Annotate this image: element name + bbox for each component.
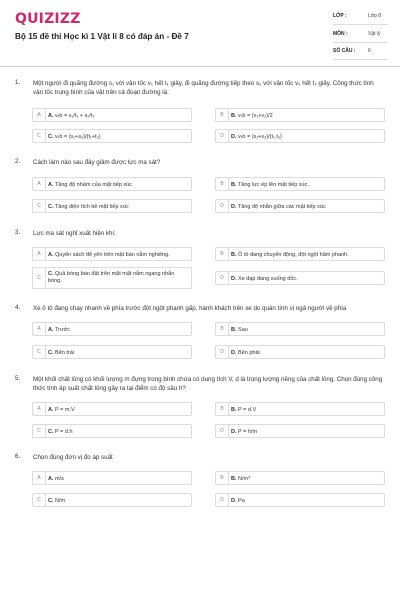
option-a[interactable] <box>32 402 192 416</box>
option-letter: C <box>33 494 46 506</box>
option-c[interactable] <box>32 267 192 289</box>
option-text: N/m <box>55 497 66 504</box>
page-title: Bộ 15 đề thi Học kì 1 Vật lí 8 có đáp án - Đề 7 <box>15 32 189 41</box>
question-text: Xe ô tô đang chạy nhanh về phía trước đột ngột phanh gấp, hành khách trên xe do quán tính vị ngả người về phía <box>33 305 347 312</box>
option-prefix: C. <box>48 133 54 140</box>
info-label: LỚP : <box>333 13 347 19</box>
question-number: 1. <box>15 79 21 86</box>
info-label: SỐ CÂU : <box>333 48 356 54</box>
option-prefix: A. <box>48 406 54 413</box>
option-a[interactable] <box>32 322 192 336</box>
option-letter: A <box>33 109 46 121</box>
option-prefix: C. <box>48 497 54 504</box>
option-prefix: D. <box>231 133 237 140</box>
question-text: Chọn đúng đơn vị đo áp suất <box>33 454 113 461</box>
option-letter: C <box>33 130 46 142</box>
question-number: 4. <box>15 304 21 311</box>
option-letter: D <box>216 272 229 284</box>
option-text: Quả bóng bàn đặt trên mặt mặt nằm ngang nhẵn bóng. <box>48 271 175 284</box>
info-value: Vật lý <box>368 30 381 37</box>
option-letter: D <box>216 130 229 142</box>
option-a[interactable] <box>32 177 192 191</box>
option-c[interactable] <box>32 345 192 359</box>
option-text: Tăng diện tích bề mặt tiếp xúc <box>54 203 129 210</box>
option-prefix: A. <box>48 251 54 258</box>
info-row-class <box>333 10 388 25</box>
option-text: vₜb = (s₁+s₂)/(t₁.t₂) <box>238 133 282 140</box>
option-b[interactable] <box>215 402 385 416</box>
question-text: Một người đi quãng đường s₁ với vận tốc v₁ hết t₁ giây, đi quãng đường tiếp theo s₂ với vận tốc v₂ hết t₂ giây. Công thức tính vận tốc trung bình của vật trên cả đoạn đường là: <box>33 80 374 96</box>
option-letter: B <box>216 323 229 335</box>
option-prefix: C. <box>48 271 54 277</box>
option-letter: D <box>216 200 229 212</box>
header <box>0 0 400 67</box>
option-letter: C <box>33 425 46 437</box>
question-3 <box>15 229 387 295</box>
option-b[interactable] <box>215 471 385 485</box>
option-d[interactable] <box>215 424 385 438</box>
option-text: Tăng độ nhám của mặt tiếp xúc <box>54 181 132 188</box>
option-prefix: B. <box>231 326 237 333</box>
option-letter: C <box>33 346 46 358</box>
option-text: Ô tô đang chuyển động, đột ngột hãm phanh. <box>238 251 349 258</box>
option-text: Sau <box>238 326 248 333</box>
option-text: Xe đạp đang xuống dốc. <box>238 275 298 282</box>
option-d[interactable] <box>215 493 385 507</box>
question-number: 6. <box>15 453 21 460</box>
info-label: MÔN : <box>333 30 348 37</box>
option-text: P = d.h <box>55 428 73 435</box>
option-c[interactable] <box>32 129 192 143</box>
option-c[interactable] <box>32 424 192 438</box>
option-prefix: B. <box>231 112 237 119</box>
option-letter: B <box>216 109 229 121</box>
option-text: Tăng lực ép lên mặt tiếp xúc. <box>237 181 309 188</box>
option-prefix: A. <box>48 181 54 188</box>
option-prefix: A. <box>48 112 54 119</box>
option-d[interactable] <box>215 129 385 143</box>
option-prefix: D. <box>231 275 237 282</box>
option-text: P = m.V <box>55 406 75 413</box>
option-text: Pa <box>238 497 245 504</box>
option-text: Trước <box>54 326 70 333</box>
option-text: Tăng độ nhẵn giữa các mặt tiếp xúc <box>237 203 326 210</box>
option-b[interactable] <box>215 108 385 122</box>
option-letter: D <box>216 425 229 437</box>
option-prefix: A. <box>48 475 54 482</box>
info-row-count <box>333 45 388 60</box>
option-prefix: C. <box>48 428 54 435</box>
option-letter: B <box>216 178 229 190</box>
info-row-subject <box>333 28 388 43</box>
option-letter: A <box>33 472 46 484</box>
option-d[interactable] <box>215 199 385 213</box>
info-value: Lớp 8 <box>368 13 382 19</box>
option-prefix: D. <box>231 428 237 435</box>
option-letter: A <box>33 178 46 190</box>
question-text: Một khối chất lỏng có khối lượng m đựng trong bình chứa có dung tích V, d là trọng lượng riêng của chất lỏng. Chọn đúng công thức tính áp suất chất lỏng gây ra tại điểm có độ sâu h? <box>33 376 383 392</box>
option-b[interactable] <box>215 247 385 261</box>
option-prefix: C. <box>48 349 54 356</box>
option-letter: A <box>33 323 46 335</box>
option-b[interactable] <box>215 322 385 336</box>
info-value: 6 <box>368 48 371 54</box>
option-text: Quyển sách để yên trên mặt bàn nằm nghiêng. <box>55 251 170 258</box>
option-letter: D <box>216 494 229 506</box>
option-letter: D <box>216 346 229 358</box>
option-c[interactable] <box>32 199 192 213</box>
option-letter: C <box>33 268 46 288</box>
option-text: vₜb = (s₁+s₂)/(t₁+t₂) <box>55 133 101 140</box>
option-text: N/m³ <box>238 475 250 482</box>
option-text: Bên trái <box>55 349 74 356</box>
option-letter: B <box>216 248 229 260</box>
option-letter: B <box>216 472 229 484</box>
option-c[interactable] <box>32 493 192 507</box>
option-prefix: B. <box>231 181 237 188</box>
question-4 <box>15 304 387 364</box>
option-prefix: D. <box>231 497 237 504</box>
option-letter: A <box>33 248 46 260</box>
question-number: 3. <box>15 229 21 236</box>
option-text: m/s <box>55 475 64 482</box>
question-number: 2. <box>15 158 21 165</box>
option-a[interactable] <box>32 247 192 261</box>
question-5 <box>15 375 387 445</box>
quizizz-logo: QUIZIZZ <box>15 11 81 27</box>
option-text: vₜb = s₁/t₁ + s₂/t₂ <box>55 112 95 119</box>
option-d[interactable] <box>215 345 385 359</box>
option-a[interactable] <box>32 108 192 122</box>
option-text: P = h/m <box>238 428 258 435</box>
option-prefix: B. <box>231 251 237 258</box>
option-text: P = d.V <box>238 406 257 413</box>
option-prefix: B. <box>231 406 237 413</box>
option-b[interactable] <box>215 177 385 191</box>
option-d[interactable] <box>215 271 385 285</box>
option-letter: C <box>33 200 46 212</box>
option-text: Bên phải <box>238 349 260 356</box>
option-prefix: D. <box>231 349 237 356</box>
question-1 <box>15 79 387 149</box>
question-number: 5. <box>15 375 21 382</box>
option-letter: A <box>33 403 46 415</box>
option-letter: B <box>216 403 229 415</box>
question-6 <box>15 453 387 513</box>
question-2 <box>15 158 387 218</box>
info-panel <box>333 10 388 63</box>
option-prefix: C. <box>48 203 54 210</box>
option-a[interactable] <box>32 471 192 485</box>
option-prefix: A. <box>48 326 54 333</box>
question-text: Lực ma sát nghỉ xuất hiện khi: <box>33 230 116 237</box>
option-text: vₜb = (v₁+v₂)/2 <box>238 112 273 119</box>
question-text: Cách làm nào sau đây giảm được lực ma sát? <box>33 159 161 166</box>
option-prefix: D. <box>231 203 237 210</box>
option-prefix: B. <box>231 475 237 482</box>
